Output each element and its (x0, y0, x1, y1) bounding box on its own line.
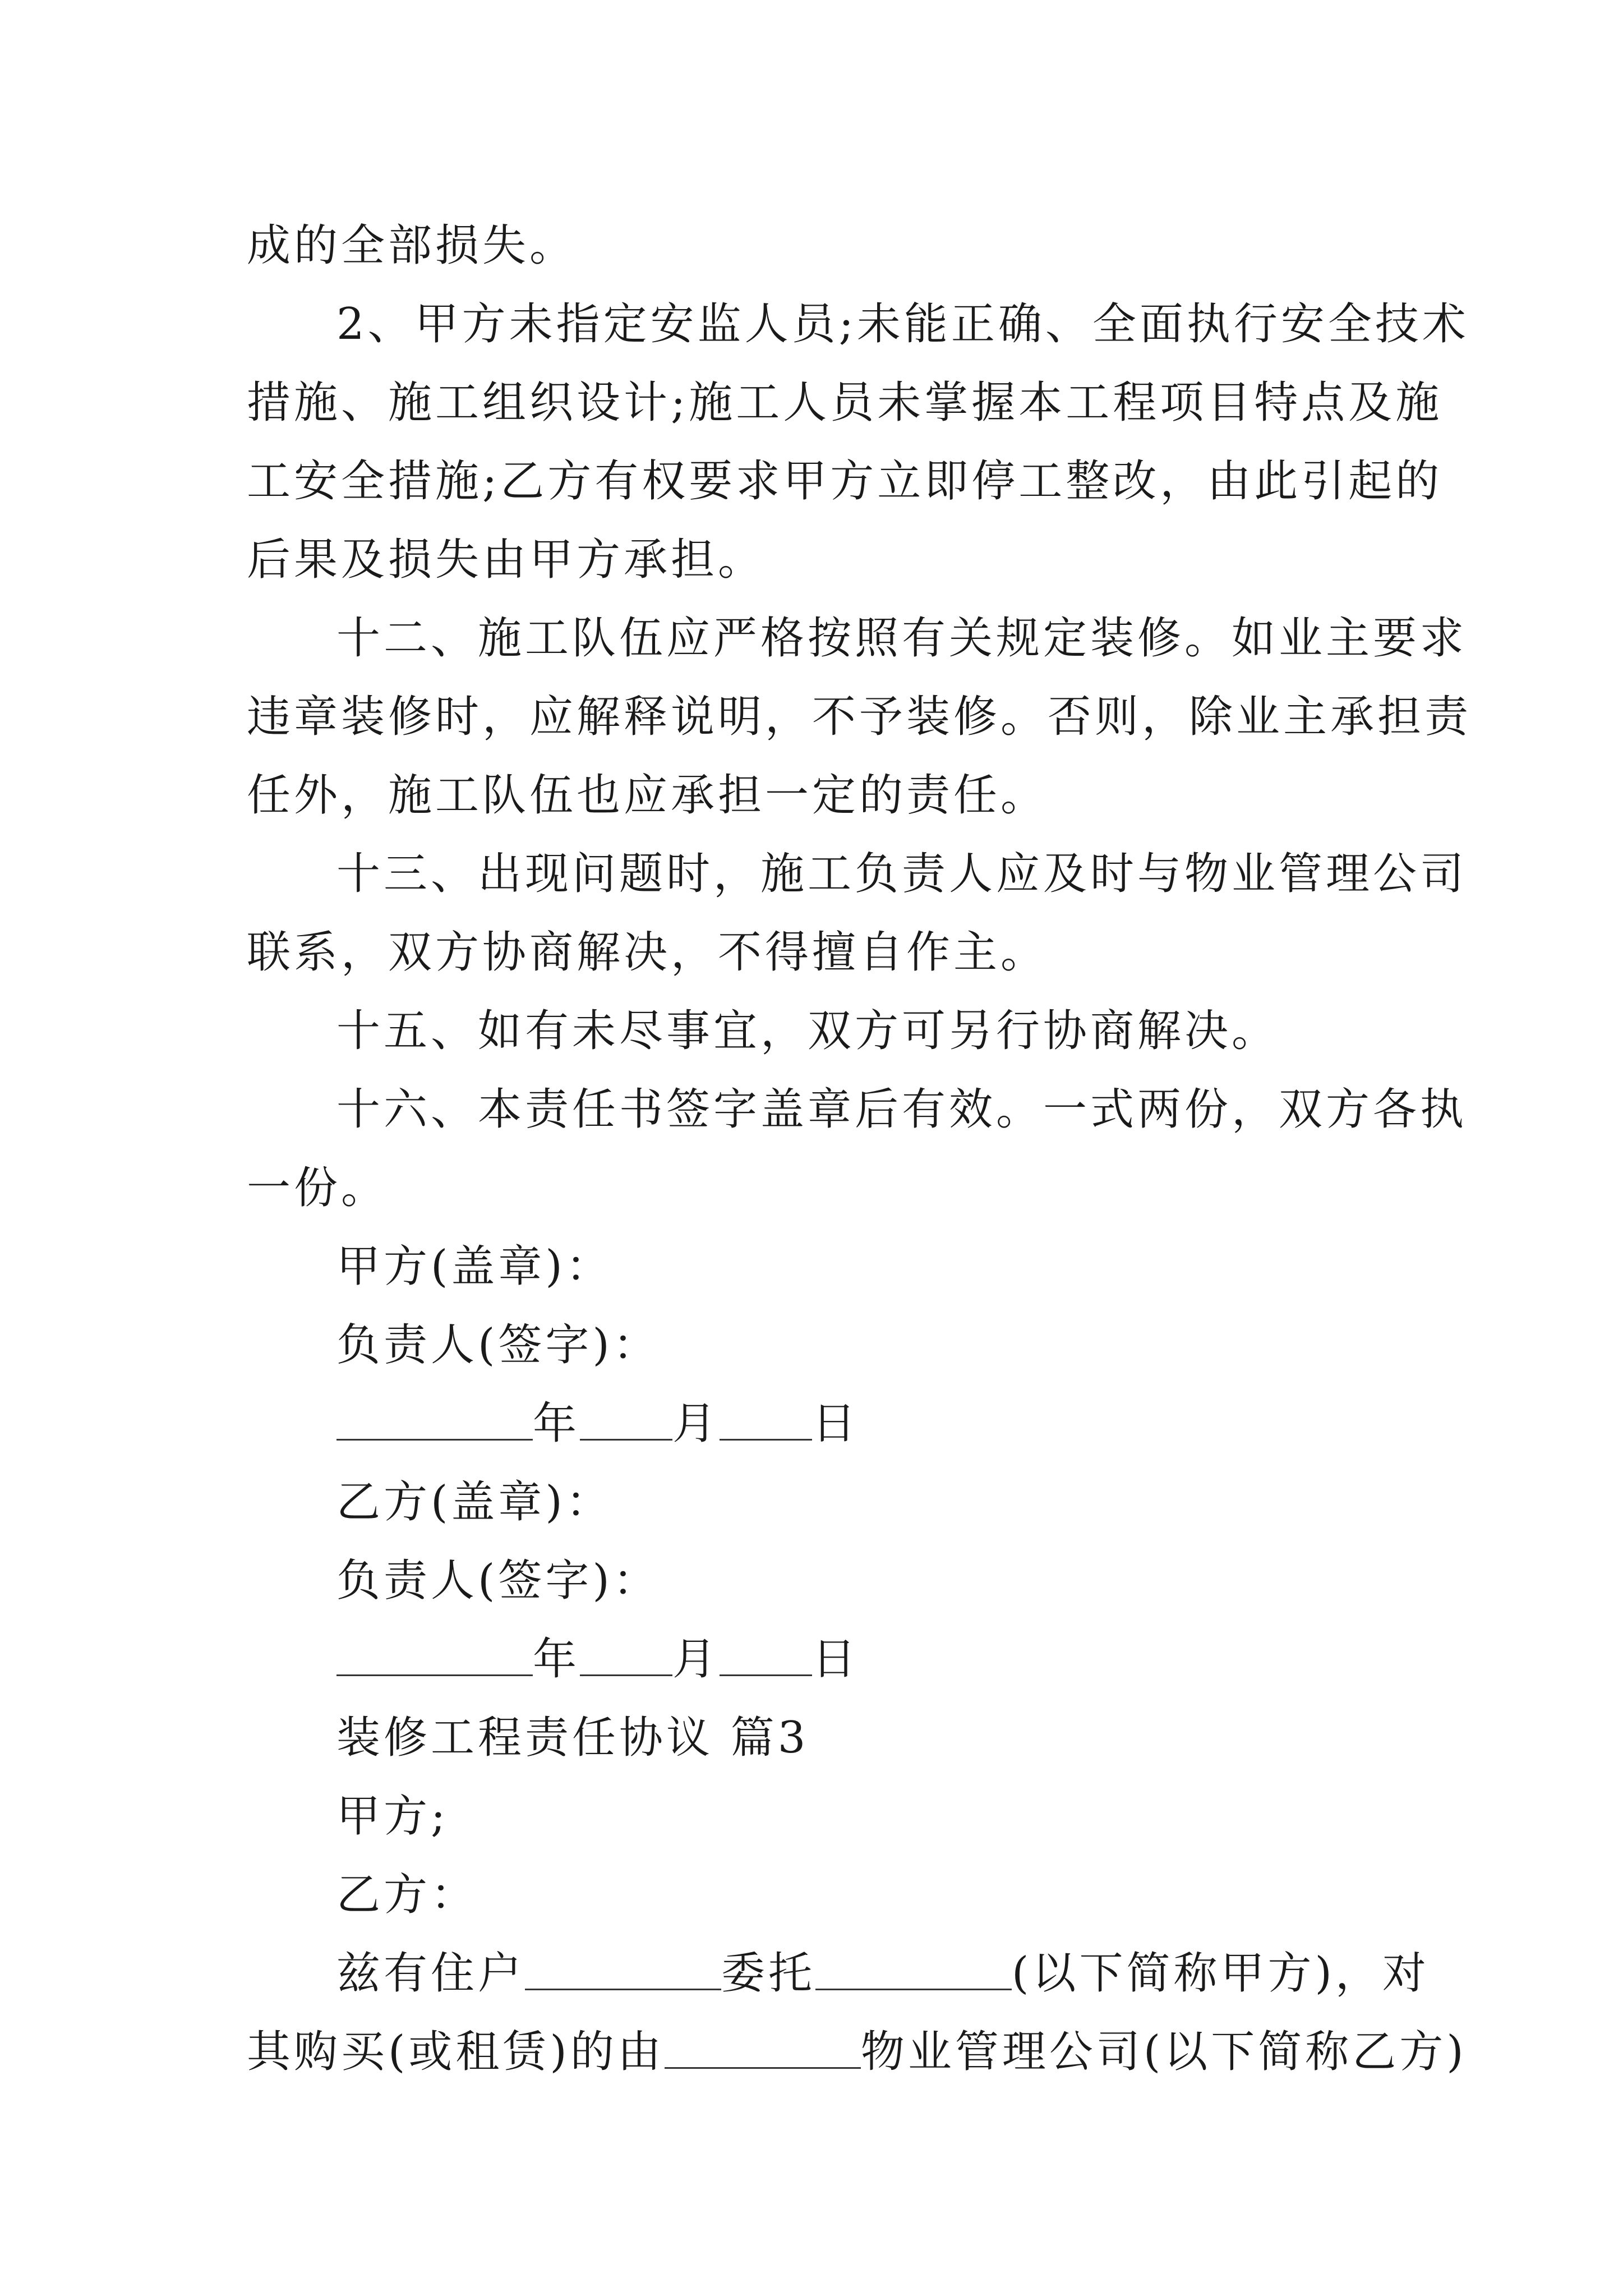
date-line-b (247, 1620, 1374, 1699)
company-blank[interactable] (665, 2031, 861, 2069)
month-label: 月 (672, 1398, 720, 1449)
party-a-seal-line: 甲方(盖章)： (336, 1241, 613, 1292)
body-line: 任外，施工队伍也应承担一定的责任。 (247, 770, 1048, 821)
date-line-a (247, 1384, 1374, 1463)
abbrev-b-text: 物业管理公司(以下简称乙方) (860, 2027, 1467, 2077)
body-line: 联系，双方协商解决，不得擅自作主。 (247, 927, 1048, 978)
body-line: 措施、施工组织设计;施工人员未掌握本工程项目特点及施 (247, 378, 1443, 428)
day-blank[interactable] (720, 1403, 812, 1441)
day-blank[interactable] (720, 1639, 812, 1676)
party-b-label: 乙方： (336, 1870, 478, 1920)
body-line: 一份。 (247, 1163, 389, 1213)
resident-blank[interactable] (525, 1953, 721, 1990)
entrusted-party-blank[interactable] (815, 1953, 1012, 1990)
section-title: 装修工程责任协议 篇3 (336, 1713, 809, 1763)
body-line: 十三、出现问题时，施工负责人应及时与物业管理公司 (336, 849, 1468, 899)
body-line: 违章装修时，应解释说明，不予装修。否则，除业主承担责 (247, 692, 1472, 742)
body-line: 成的全部损失。 (247, 220, 577, 271)
entrust-text: 委托 (721, 1948, 816, 1999)
month-blank[interactable] (580, 1403, 672, 1441)
body-line: 后果及损失由甲方承担。 (247, 535, 766, 585)
body-line: 十六、本责任书签字盖章后有效。一式两份，双方各执 (336, 1084, 1468, 1135)
agreement-para-line (247, 1934, 1430, 2013)
body-line: 2、甲方未指定安监人员;未能正确、全面执行安全技术 (336, 299, 1469, 349)
year-label: 年 (533, 1398, 580, 1449)
body-line: 十五、如有未尽事宜，双方可另行协商解决。 (336, 1006, 1279, 1056)
para-cont-text: 其购买(或租赁)的由 (247, 2027, 665, 2077)
party-a-signer-line: 负责人(签字)： (336, 1320, 660, 1370)
para-start-text: 兹有住户 (336, 1948, 525, 1999)
party-b-signer-line: 负责人(签字)： (336, 1556, 660, 1606)
year-blank[interactable] (336, 1403, 533, 1441)
party-a-label: 甲方; (336, 1791, 449, 1842)
day-label: 日 (812, 1634, 860, 1685)
year-blank[interactable] (336, 1639, 533, 1676)
agreement-para-line (247, 2013, 1467, 2091)
body-line: 十二、施工队伍应严格按照有关规定装修。如业主要求 (336, 613, 1468, 664)
abbrev-a-text: (以下简称甲方)，对 (1012, 1948, 1430, 1999)
document-body (247, 206, 1472, 2091)
month-label: 月 (672, 1634, 720, 1685)
day-label: 日 (812, 1398, 860, 1449)
party-b-seal-line: 乙方(盖章)： (336, 1477, 613, 1527)
month-blank[interactable] (580, 1639, 672, 1676)
body-line: 工安全措施;乙方有权要求甲方立即停工整改，由此引起的 (247, 456, 1443, 507)
year-label: 年 (533, 1634, 580, 1685)
